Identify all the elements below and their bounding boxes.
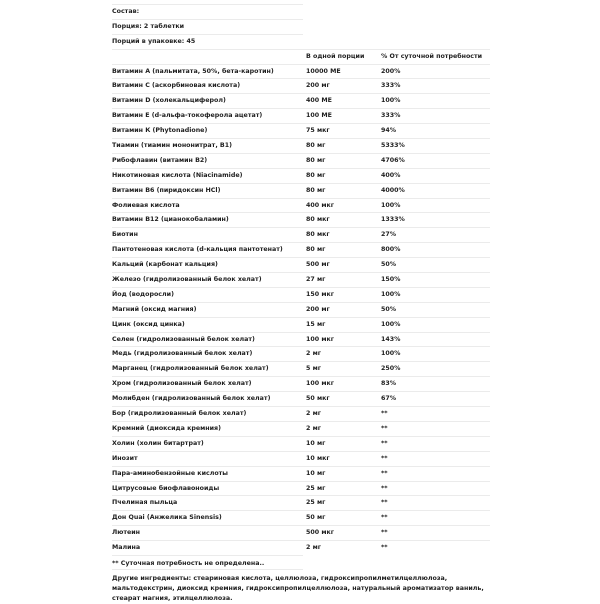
- table-row: [112, 406, 490, 421]
- ingredient-name: Кальций (карбонат кальция): [112, 261, 218, 269]
- ingredient-name: Магний (оксид магния): [112, 305, 197, 313]
- table-row: [112, 108, 490, 123]
- ingredient-name: Витамин В6 (пиридоксин HCl): [112, 186, 221, 194]
- per-serving-amount: 27 мг: [306, 276, 326, 284]
- ingredient-name: Молибден (гидролизованный белок хелат): [112, 395, 271, 403]
- table-row: [112, 198, 490, 213]
- per-serving-amount: 80 мг: [306, 186, 326, 194]
- per-serving-amount: 5 мг: [306, 365, 322, 373]
- composition-row: [112, 4, 303, 19]
- ingredient-name: Медь (гидролизованный белок хелат): [112, 350, 253, 358]
- ingredient-name: Пара-аминобензойные кислоты: [112, 469, 228, 477]
- ingredient-name: Кремний (диоксида кремния): [112, 424, 221, 432]
- per-serving-amount: 150 мкг: [306, 290, 335, 298]
- serving-row: [112, 19, 303, 34]
- daily-value-percent: 100%: [381, 350, 401, 358]
- per-serving-amount: 50 мг: [306, 514, 326, 522]
- daily-value-percent: 150%: [381, 276, 401, 284]
- table-row: [112, 64, 490, 79]
- table-row: [112, 376, 490, 391]
- ingredient-name: Фолиевая кислота: [112, 201, 180, 209]
- daily-value-percent: 200%: [381, 67, 401, 75]
- table-row: [112, 391, 490, 406]
- ingredient-name: Пчелиная пыльца: [112, 499, 178, 507]
- daily-value-percent: 100%: [381, 201, 401, 209]
- ingredient-name: Тиамин (тиамин мононитрат, B1): [112, 142, 232, 150]
- daily-value-percent: 67%: [381, 395, 397, 403]
- daily-value-percent: 333%: [381, 112, 401, 120]
- table-row: [112, 272, 490, 287]
- table-row: [112, 168, 490, 183]
- per-serving-amount: 100 мкг: [306, 335, 335, 343]
- per-serving-amount: 400 мкг: [306, 201, 335, 209]
- table-row: [112, 346, 490, 361]
- table-row: [112, 466, 490, 481]
- table-header: [112, 49, 490, 64]
- table-row: [112, 525, 490, 540]
- per-serving-amount: 100 МЕ: [306, 112, 332, 120]
- table-row: [112, 540, 490, 555]
- per-serving-amount: 80 мг: [306, 171, 326, 179]
- daily-value-percent: 94%: [381, 127, 397, 135]
- daily-value-percent: 4706%: [381, 156, 405, 164]
- daily-value-percent: **: [381, 544, 388, 552]
- serving-size: Порция: 2 таблетки: [112, 22, 185, 30]
- table-row: [112, 242, 490, 257]
- table-row: [112, 153, 490, 168]
- servings-row: [112, 34, 303, 49]
- daily-value-percent: **: [381, 454, 388, 462]
- per-serving-amount: 80 мкг: [306, 231, 330, 239]
- per-serving-amount: 15 мг: [306, 320, 326, 328]
- ingredient-name: Витамин D (холекальциферол): [112, 97, 226, 105]
- daily-value-percent: **: [381, 424, 388, 432]
- table-row: [112, 421, 490, 436]
- daily-value-percent: 1333%: [381, 216, 405, 224]
- header-ingredient: [112, 50, 306, 64]
- ingredient-name: Цитрусовые биофлавоноиды: [112, 484, 220, 492]
- daily-value-percent: 100%: [381, 97, 401, 105]
- daily-value-percent: 5333%: [381, 142, 405, 150]
- ingredient-name: Витамин К (Phytonadione): [112, 127, 208, 135]
- table-row: [112, 332, 490, 347]
- per-serving-amount: 25 мг: [306, 484, 326, 492]
- per-serving-amount: 2 мг: [306, 350, 322, 358]
- table-row: [112, 227, 490, 242]
- per-serving-amount: 500 мкг: [306, 529, 335, 537]
- per-serving-amount: 10 мг: [306, 439, 326, 447]
- ingredient-name: Пантотеновая кислота (d-кальция пантотенат): [112, 246, 283, 254]
- table-row: [112, 302, 490, 317]
- per-serving-amount: 50 мкг: [306, 395, 330, 403]
- per-serving-amount: 2 мг: [306, 424, 322, 432]
- table-row: [112, 436, 490, 451]
- table-body: [112, 64, 490, 555]
- per-serving-amount: 200 мг: [306, 82, 330, 90]
- ingredient-name: Витамин Е (d-альфа-токоферола ацетат): [112, 112, 263, 120]
- table-row: [112, 317, 490, 332]
- ingredient-name: Холин (холин битартрат): [112, 439, 204, 447]
- daily-value-percent: **: [381, 484, 388, 492]
- per-serving-amount: 80 мг: [306, 246, 326, 254]
- table-row: [112, 361, 490, 376]
- table-row: [112, 510, 490, 525]
- table-row: [112, 123, 490, 138]
- footnote: ** Суточная потребность не определена..: [112, 555, 303, 570]
- ingredient-name: Селен (гидролизованный белок хелат): [112, 335, 255, 343]
- ingredient-name: Железо (гидролизованный белок хелат): [112, 276, 262, 284]
- servings-per-container: Порций в упаковке: 45: [112, 37, 196, 45]
- daily-value-percent: **: [381, 529, 388, 537]
- daily-value-percent: 50%: [381, 261, 397, 269]
- daily-value-percent: **: [381, 469, 388, 477]
- daily-value-percent: 143%: [381, 335, 401, 343]
- daily-value-percent: 333%: [381, 82, 401, 90]
- table-row: [112, 257, 490, 272]
- daily-value-percent: 4000%: [381, 186, 405, 194]
- ingredient-name: Бор (гидролизованный белок хелат): [112, 410, 247, 418]
- daily-value-percent: **: [381, 439, 388, 447]
- daily-value-percent: 100%: [381, 320, 401, 328]
- table-row: [112, 495, 490, 510]
- ingredient-name: Цинк (оксид цинка): [112, 320, 185, 328]
- ingredient-name: Малина: [112, 544, 141, 552]
- daily-value-percent: 400%: [381, 171, 401, 179]
- per-serving-amount: 2 мг: [306, 410, 322, 418]
- ingredient-name: Никотиновая кислота (Niacinamide): [112, 171, 243, 179]
- per-serving-amount: 500 мг: [306, 261, 330, 269]
- daily-value-percent: **: [381, 514, 388, 522]
- ingredient-name: Витамин В12 (цианокобаламин): [112, 216, 229, 224]
- ingredient-name: Рибофлавин (витамин B2): [112, 156, 208, 164]
- supplement-facts: [112, 4, 490, 604]
- table-row: [112, 212, 490, 227]
- per-serving-amount: 75 мкг: [306, 127, 330, 135]
- ingredient-name: Дон Quai (Анжелика Sinensis): [112, 514, 222, 522]
- daily-value-percent: 83%: [381, 380, 397, 388]
- daily-value-percent: 800%: [381, 246, 401, 254]
- per-serving-amount: 10 мкг: [306, 454, 330, 462]
- other-ingredients: Другие ингредиенты: стеариновая кислота, целлюлоза, гидроксипропилметилцеллюлоза, мальтодекстрин, диоксид кремния, гидроксипропилцеллюлоза, натуральный ароматизатор ваниль, стеарат магния, этилцеллюлоза.: [112, 574, 484, 602]
- table-row: [112, 451, 490, 466]
- ingredient-name: Марганец (гидролизованный белок хелат): [112, 365, 269, 373]
- daily-value-percent: **: [381, 410, 388, 418]
- daily-value-percent: 100%: [381, 290, 401, 298]
- composition-label: Состав:: [112, 8, 140, 15]
- header-daily-value: % От суточной потребности: [381, 52, 483, 60]
- daily-value-percent: 250%: [381, 365, 401, 373]
- table-row: [112, 287, 490, 302]
- per-serving-amount: 80 мг: [306, 142, 326, 150]
- per-serving-amount: 80 мкг: [306, 216, 330, 224]
- per-serving-amount: 25 мг: [306, 499, 326, 507]
- ingredient-name: Биотин: [112, 231, 138, 239]
- per-serving-amount: 10 мг: [306, 469, 326, 477]
- table-row: [112, 78, 490, 93]
- per-serving-amount: 100 мкг: [306, 380, 335, 388]
- table-row: [112, 481, 490, 496]
- per-serving-amount: 2 мг: [306, 544, 322, 552]
- ingredient-name: Йод (водоросли): [112, 290, 174, 298]
- per-serving-amount: 400 МЕ: [306, 97, 332, 105]
- ingredient-name: Инозит: [112, 454, 138, 462]
- daily-value-percent: 50%: [381, 305, 397, 313]
- header-per-serving: В одной порции: [306, 52, 365, 60]
- table-row: [112, 93, 490, 108]
- table-row: [112, 138, 490, 153]
- per-serving-amount: 200 мг: [306, 305, 330, 313]
- ingredient-name: Хром (гидролизованный белок хелат): [112, 380, 252, 388]
- ingredient-name: Витамин С (аскорбиновая кислота): [112, 82, 241, 90]
- table-row: [112, 183, 490, 198]
- per-serving-amount: 10000 МЕ: [306, 67, 341, 75]
- daily-value-percent: 27%: [381, 231, 397, 239]
- per-serving-amount: 80 мг: [306, 156, 326, 164]
- ingredient-name: Витамин А (пальмитата, 50%, бета-каротин): [112, 67, 274, 75]
- daily-value-percent: **: [381, 499, 388, 507]
- ingredient-name: Лютеин: [112, 529, 141, 537]
